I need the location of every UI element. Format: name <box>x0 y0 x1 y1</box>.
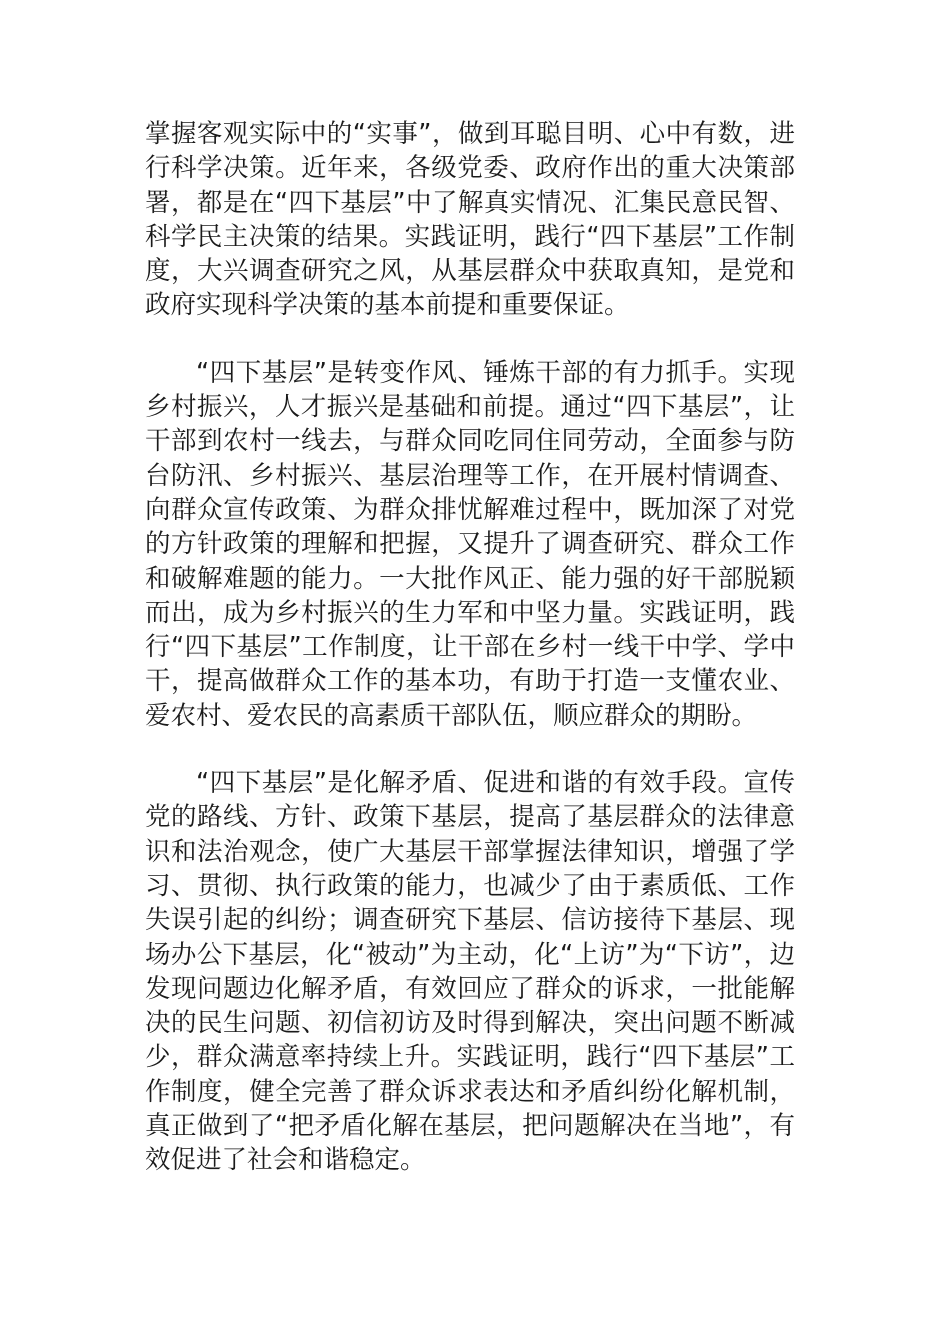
paragraph-continuation: 掌握客观实际中的“实事”，做到耳聪目明、心中有数，进行科学决策。近年来，各级党委、政府作出的重大决策部署，都是在“四下基层”中了解真实情况、汇集民意民智、科学民主决策的结果。实践证明，践行“四下基层”工作制度，大兴调查研究之风，从基层群众中获取真知，是党和政府实现科学决策的基本前提和重要保证。 <box>145 119 795 321</box>
paragraph-conflict-resolution: “四下基层”是化解矛盾、促进和谐的有效手段。宣传党的路线、方针、政策下基层，提高了基层群众的法律意识和法治观念，使广大基层干部掌握法律知识，增强了学习、贯彻、执行政策的能力，也减少了由于素质低、工作失误引起的纠纷；调查研究下基层、信访接待下基层、现场办公下基层，化“被动”为主动，化“上访”为“下访”，边发现问题边化解矛盾，有效回应了群众的诉求，一批能解决的民生问题、初信初访及时得到解决，突出问题不断减少，群众满意率持续上升。实践证明，践行“四下基层”工作制度，健全完善了群众诉求表达和矛盾纠纷化解机制，真正做到了“把矛盾化解在基层，把问题解决在当地”，有效促进了社会和谐稳定。 <box>145 768 795 1176</box>
paragraph-cadre-training: “四下基层”是转变作风、锤炼干部的有力抓手。实现乡村振兴，人才振兴是基础和前提。通过“四下基层”，让干部到农村一线去，与群众同吃同住同劳动，全面参与防台防汛、乡村振兴、基层治理等工作，在开展村情调查、向群众宣传政策、为群众排忧解难过程中，既加深了对党的方针政策的理解和把握，又提升了调查研究、群众工作和破解难题的能力。一大批作风正、能力强的好干部脱颖而出，成为乡村振兴的生力军和中坚力量。实践证明，践行“四下基层”工作制度，让干部在乡村一线干中学、学中干，提高做群众工作的基本功，有助于打造一支懂农业、爱农村、爱农民的高素质干部队伍，顺应群众的期盼。 <box>145 357 795 731</box>
document-body <box>145 117 795 1178</box>
